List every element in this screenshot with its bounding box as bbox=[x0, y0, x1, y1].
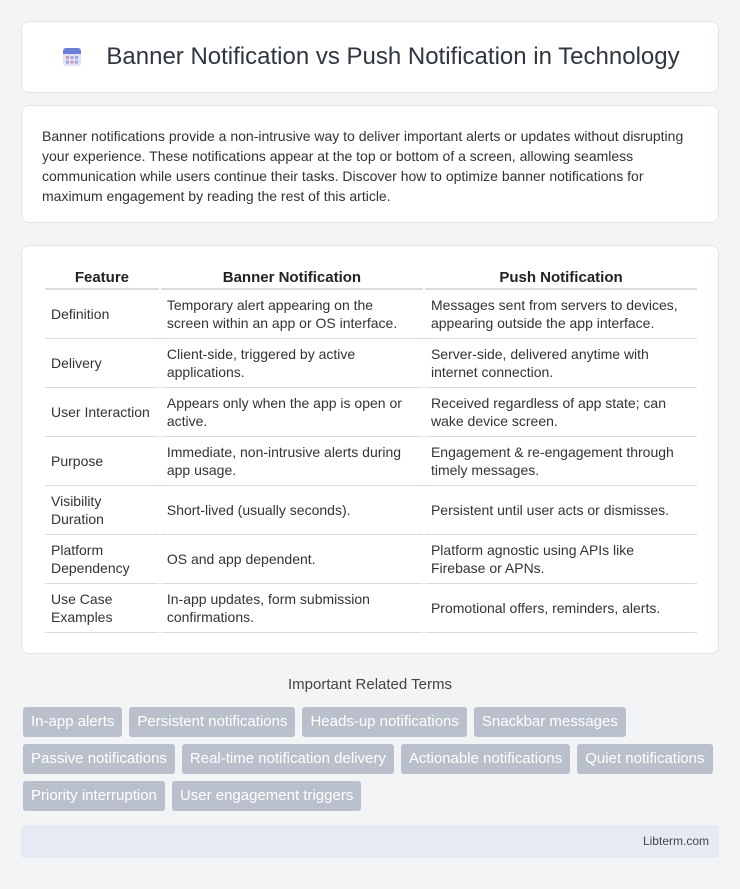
feature-cell: Visibility Duration bbox=[45, 486, 159, 535]
header-card bbox=[21, 21, 719, 93]
banner-cell: OS and app dependent. bbox=[161, 535, 423, 584]
banner-cell: Short-lived (usually seconds). bbox=[161, 486, 423, 535]
push-cell: Engagement & re-engagement through timely messages. bbox=[425, 437, 697, 486]
related-terms-title: Important Related Terms bbox=[288, 676, 452, 693]
table-row bbox=[45, 388, 697, 437]
push-cell: Promotional offers, reminders, alerts. bbox=[425, 584, 697, 633]
tag-snackbar-messages[interactable]: Snackbar messages bbox=[474, 707, 626, 737]
intro-card bbox=[21, 105, 719, 223]
push-cell: Received regardless of app state; can wake device screen. bbox=[425, 388, 697, 437]
push-cell: Server-side, delivered anytime with internet connection. bbox=[425, 339, 697, 388]
push-cell: Persistent until user acts or dismisses. bbox=[425, 486, 697, 535]
header-feature: Feature bbox=[45, 266, 159, 290]
push-cell: Platform agnostic using APIs like Firebase or APNs. bbox=[425, 535, 697, 584]
document-calendar-icon bbox=[60, 45, 84, 69]
intro-paragraph: Banner notifications provide a non-intrusive way to deliver important alerts or updates without disrupting your experience. These notifications appear at the top or bottom of a screen, allowing seamless communication while users continue their tasks. Discover how to optimize banner notifications for maximum engagement by reading the rest of this article. bbox=[42, 128, 684, 204]
banner-cell: Temporary alert appearing on the screen within an app or OS interface. bbox=[161, 290, 423, 339]
banner-cell: Client-side, triggered by active applications. bbox=[161, 339, 423, 388]
footer bbox=[21, 825, 719, 858]
tag-actionable-notifications[interactable]: Actionable notifications bbox=[401, 744, 570, 774]
related-terms-tags bbox=[23, 707, 723, 811]
table-row bbox=[45, 290, 697, 339]
table-row bbox=[45, 339, 697, 388]
tag-in-app-alerts[interactable]: In-app alerts bbox=[23, 707, 122, 737]
push-cell: Messages sent from servers to devices, appearing outside the app interface. bbox=[425, 290, 697, 339]
table-row bbox=[45, 437, 697, 486]
feature-cell: Definition bbox=[45, 290, 159, 339]
tag-heads-up-notifications[interactable]: Heads-up notifications bbox=[302, 707, 466, 737]
page-title: Banner Notification vs Push Notification in Technology bbox=[106, 43, 680, 70]
tag-persistent-notifications[interactable]: Persistent notifications bbox=[129, 707, 295, 737]
tag-real-time-notification-delivery[interactable]: Real-time notification delivery bbox=[182, 744, 394, 774]
banner-cell: In-app updates, form submission confirmations. bbox=[161, 584, 423, 633]
header-push-notification: Push Notification bbox=[425, 266, 697, 290]
feature-cell: User Interaction bbox=[45, 388, 159, 437]
tag-quiet-notifications[interactable]: Quiet notifications bbox=[577, 744, 712, 774]
feature-cell: Delivery bbox=[45, 339, 159, 388]
feature-cell: Use Case Examples bbox=[45, 584, 159, 633]
banner-cell: Appears only when the app is open or active. bbox=[161, 388, 423, 437]
footer-site-link[interactable]: Libterm.com bbox=[642, 834, 709, 848]
tag-priority-interruption[interactable]: Priority interruption bbox=[23, 781, 165, 811]
comparison-table-card bbox=[21, 245, 719, 654]
header bbox=[60, 43, 679, 71]
table-header-row bbox=[45, 266, 697, 290]
table-row bbox=[45, 535, 697, 584]
feature-cell: Purpose bbox=[45, 437, 159, 486]
banner-cell: Immediate, non-intrusive alerts during app usage. bbox=[161, 437, 423, 486]
tag-passive-notifications[interactable]: Passive notifications bbox=[23, 744, 175, 774]
table-row bbox=[45, 486, 697, 535]
header-banner-notification: Banner Notification bbox=[161, 266, 423, 290]
tag-user-engagement-triggers[interactable]: User engagement triggers bbox=[172, 781, 361, 811]
comparison-table bbox=[43, 266, 699, 633]
table-row bbox=[45, 584, 697, 633]
feature-cell: Platform Dependency bbox=[45, 535, 159, 584]
